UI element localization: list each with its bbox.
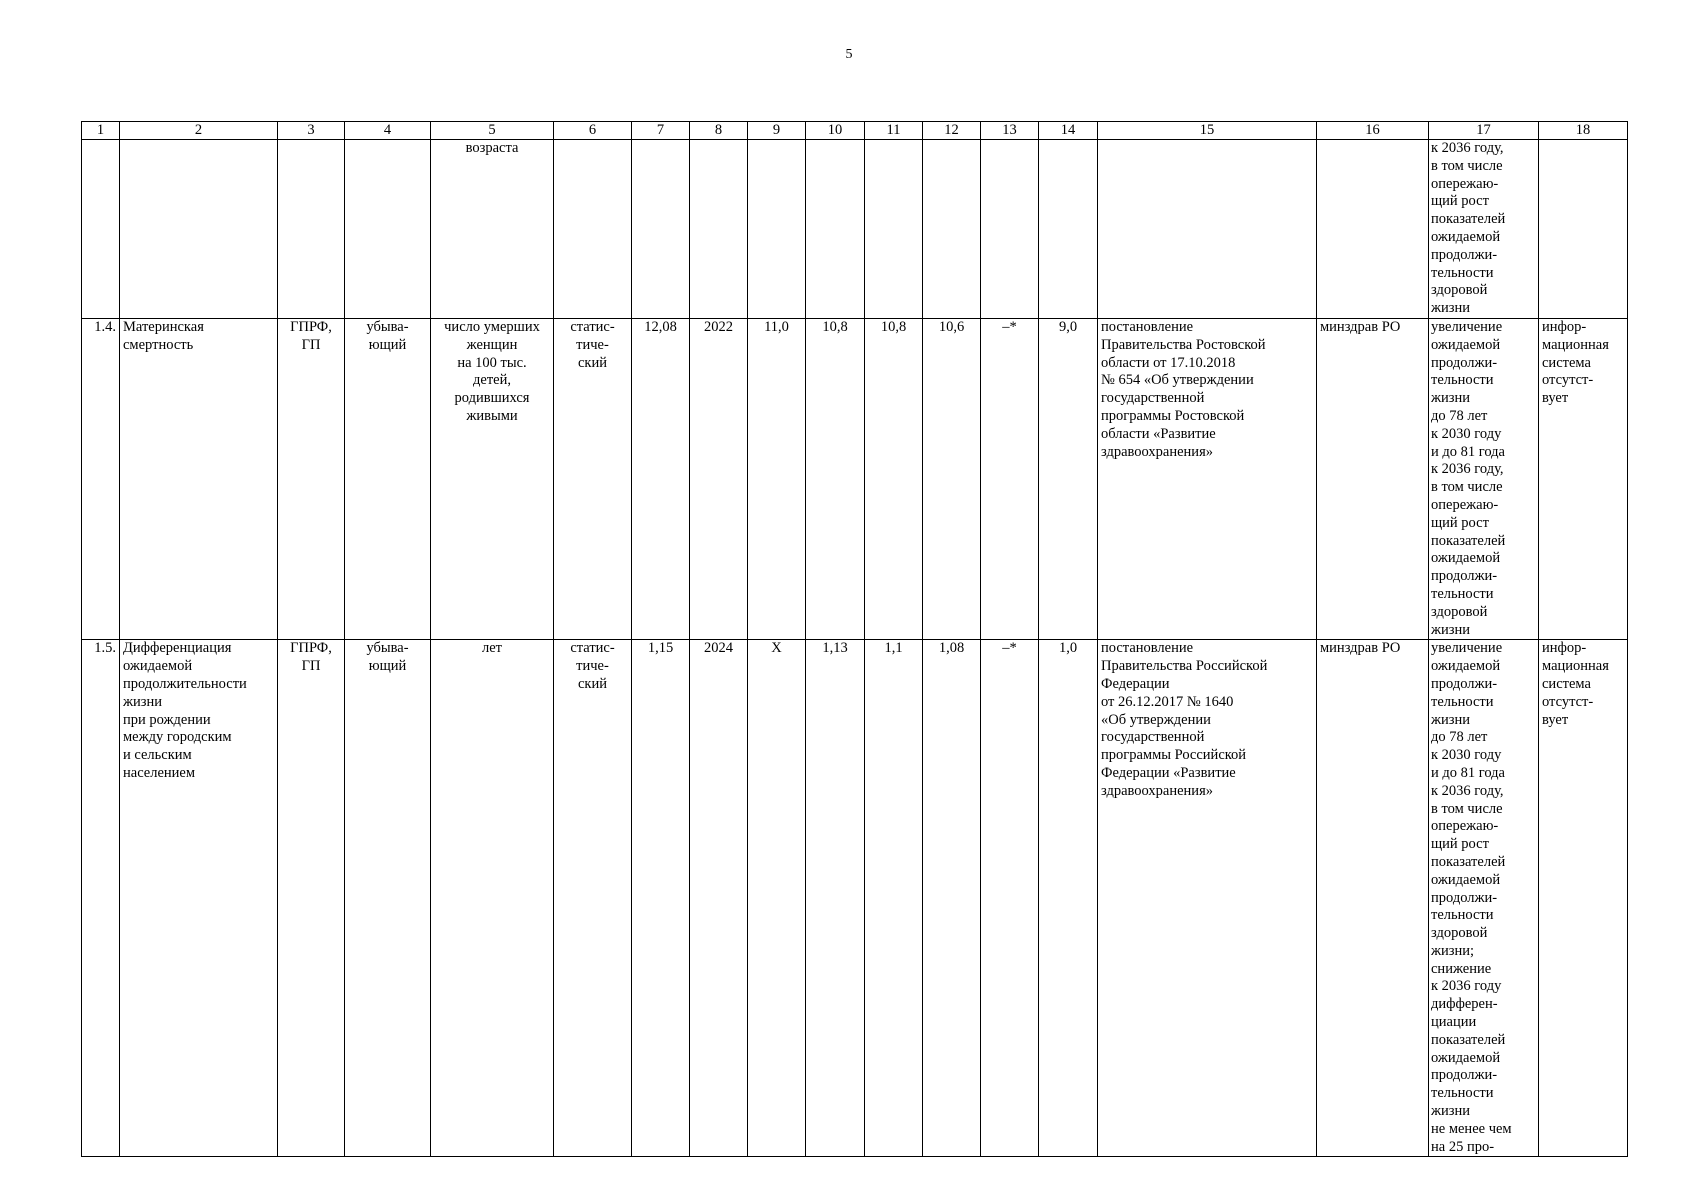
header-cell: 11: [865, 122, 923, 140]
value-cell: [923, 140, 981, 319]
value-cell: 1,08: [923, 640, 981, 1157]
value-cell: [748, 140, 806, 319]
value-cell: [1039, 140, 1098, 319]
base-year-cell: 2024: [690, 640, 748, 1157]
responsible-cell: минздрав РО: [1317, 319, 1429, 640]
goal-link-cell: увеличение ожидаемой продолжи- тельности жизни до 78 лет к 2030 году и до 81 года к 2036 году, в том числе опережаю- щий рост показателей ожидаемой продолжи- тельности здоровой жизни; снижение к 2036 году дифферен- циации показателей ожидаемой продолжи- тельности жизни не менее чем на 25 про-: [1429, 640, 1539, 1157]
unit-cell: число умерших женщин на 100 тыс. детей, родившихся живыми: [431, 319, 554, 640]
value-cell: –*: [981, 640, 1039, 1157]
value-cell: 9,0: [1039, 319, 1098, 640]
info-system-cell: инфор- мационная система отсутст- вует: [1539, 640, 1628, 1157]
header-cell: 2: [120, 122, 278, 140]
trend-cell: убыва- ющий: [345, 640, 431, 1157]
header-cell: 17: [1429, 122, 1539, 140]
header-cell: 6: [554, 122, 632, 140]
base-value-cell: [632, 140, 690, 319]
responsible-cell: [1317, 140, 1429, 319]
value-cell: 1,0: [1039, 640, 1098, 1157]
header-cell: 12: [923, 122, 981, 140]
base-value-cell: 1,15: [632, 640, 690, 1157]
info-system-cell: [1539, 140, 1628, 319]
document-cell: постановление Правительства Ростовской области от 17.10.2018 № 654 «Об утверждении государственной программы Ростовской области «Развитие здравоохранения»: [1098, 319, 1317, 640]
value-cell: 10,8: [806, 319, 865, 640]
header-row: [82, 122, 1628, 140]
type-cell: статис- тиче- ский: [554, 640, 632, 1157]
header-cell: 10: [806, 122, 865, 140]
trend-cell: [345, 140, 431, 319]
header-cell: 3: [278, 122, 345, 140]
value-cell: [806, 140, 865, 319]
base-year-cell: 2022: [690, 319, 748, 640]
page-number: 5: [845, 47, 853, 62]
header-cell: 4: [345, 122, 431, 140]
value-cell: 11,0: [748, 319, 806, 640]
value-cell: 10,6: [923, 319, 981, 640]
table-row: [82, 319, 1628, 640]
value-cell: [865, 140, 923, 319]
base-value-cell: 12,08: [632, 319, 690, 640]
level-cell: ГПРФ, ГП: [278, 640, 345, 1157]
row-number-cell: [82, 140, 120, 319]
value-cell: 1,13: [806, 640, 865, 1157]
indicator-name-cell: Материнская смертность: [120, 319, 278, 640]
goal-link-cell: к 2036 году, в том числе опережаю- щий рост показателей ожидаемой продолжи- тельности здоровой жизни: [1429, 140, 1539, 319]
header-cell: 16: [1317, 122, 1429, 140]
value-cell: 1,1: [865, 640, 923, 1157]
value-cell: Х: [748, 640, 806, 1157]
trend-cell: убыва- ющий: [345, 319, 431, 640]
value-cell: 10,8: [865, 319, 923, 640]
indicator-name-cell: Дифференциация ожидаемой продолжительности жизни при рождении между городским и сельским населением: [120, 640, 278, 1157]
header-cell: 1: [82, 122, 120, 140]
header-cell: 15: [1098, 122, 1317, 140]
unit-cell: лет: [431, 640, 554, 1157]
value-cell: [981, 140, 1039, 319]
header-cell: 13: [981, 122, 1039, 140]
info-system-cell: инфор- мационная система отсутст- вует: [1539, 319, 1628, 640]
responsible-cell: минздрав РО: [1317, 640, 1429, 1157]
header-cell: 8: [690, 122, 748, 140]
type-cell: статис- тиче- ский: [554, 319, 632, 640]
header-cell: 14: [1039, 122, 1098, 140]
header-cell: 5: [431, 122, 554, 140]
document-cell: постановление Правительства Российской Федерации от 26.12.2017 № 1640 «Об утверждении государственной программы Российской Федерации «Развитие здравоохранения»: [1098, 640, 1317, 1157]
header-cell: 9: [748, 122, 806, 140]
indicators-table: [81, 121, 1628, 1157]
header-cell: 7: [632, 122, 690, 140]
table-row: [82, 640, 1628, 1157]
value-cell: –*: [981, 319, 1039, 640]
indicator-name-cell: [120, 140, 278, 319]
goal-link-cell: увеличение ожидаемой продолжи- тельности жизни до 78 лет к 2030 году и до 81 года к 2036 году, в том числе опережаю- щий рост показателей ожидаемой продолжи- тельности здоровой жизни: [1429, 319, 1539, 640]
type-cell: [554, 140, 632, 319]
unit-cell: возраста: [431, 140, 554, 319]
document-cell: [1098, 140, 1317, 319]
level-cell: [278, 140, 345, 319]
row-number-cell: 1.4.: [82, 319, 120, 640]
base-year-cell: [690, 140, 748, 319]
row-number-cell: 1.5.: [82, 640, 120, 1157]
header-cell: 18: [1539, 122, 1628, 140]
level-cell: ГПРФ, ГП: [278, 319, 345, 640]
table-row: [82, 140, 1628, 319]
